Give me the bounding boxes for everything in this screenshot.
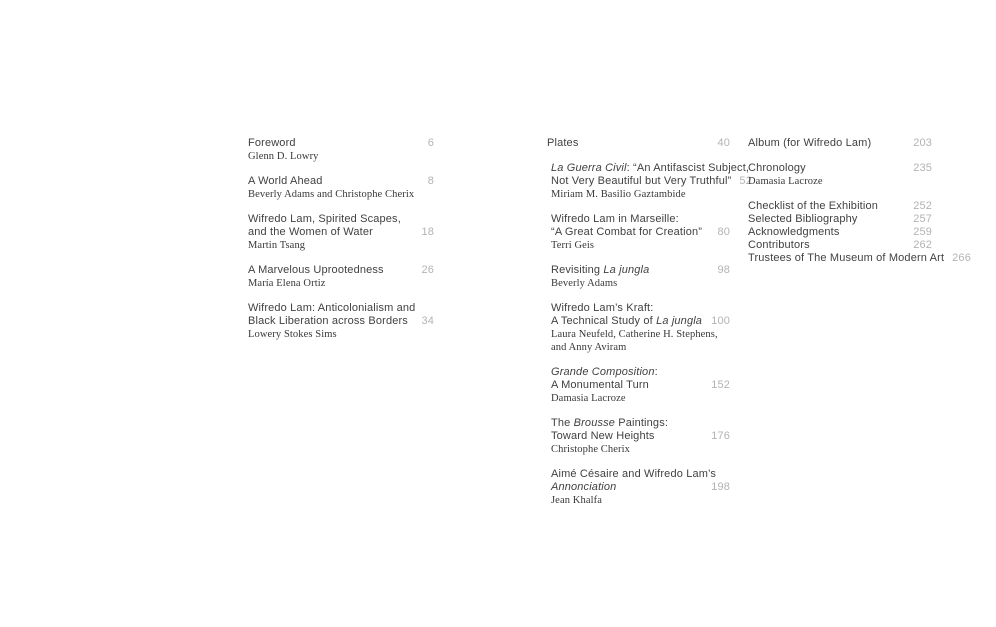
entry-title-line bbox=[248, 264, 434, 277]
entry-title-line bbox=[748, 200, 932, 213]
entry-title-text: Chronology bbox=[748, 162, 806, 174]
toc-column-center bbox=[547, 137, 752, 519]
entry-title-line bbox=[248, 315, 434, 328]
page-number: 252 bbox=[913, 200, 932, 212]
page-number: 235 bbox=[913, 162, 932, 174]
entry-title-line bbox=[551, 315, 730, 328]
entry-title-line bbox=[748, 162, 932, 175]
entry-title-text: Contributors bbox=[748, 239, 810, 251]
toc-column-right bbox=[748, 137, 971, 265]
entry-title-line bbox=[551, 175, 752, 188]
entry-title-line bbox=[547, 137, 730, 150]
entry-title-text: La Guerra Civil: “An Antifascist Subject, bbox=[551, 162, 750, 174]
entry-title-text: Trustees of The Museum of Modern Art bbox=[748, 252, 945, 264]
entry-title-text: A Technical Study of La jungla bbox=[551, 315, 703, 327]
toc-entry bbox=[547, 213, 730, 252]
entry-title-text: “A Great Combat for Creation” bbox=[551, 226, 703, 238]
toc-entry bbox=[547, 366, 730, 405]
toc-entry bbox=[547, 468, 730, 507]
toc-entry bbox=[248, 175, 434, 201]
toc-entry bbox=[748, 252, 971, 265]
entry-title-line bbox=[551, 468, 730, 481]
entry-title-text: Checklist of the Exhibition bbox=[748, 200, 879, 212]
entry-title-line bbox=[551, 302, 730, 315]
entry-title-text: Toward New Heights bbox=[551, 430, 655, 442]
entry-title-text: Selected Bibliography bbox=[748, 213, 858, 225]
entry-title-text: Wifredo Lam’s Kraft: bbox=[551, 302, 654, 314]
entry-title-text: Grande Composition: bbox=[551, 366, 658, 378]
entry-title-line bbox=[551, 430, 730, 443]
page-number: 26 bbox=[421, 264, 434, 276]
toc-entry bbox=[547, 162, 752, 201]
toc-entry bbox=[547, 264, 730, 290]
page-number: 176 bbox=[711, 430, 730, 442]
page-number: 40 bbox=[717, 137, 730, 149]
page-number: 8 bbox=[427, 175, 434, 187]
toc-entry bbox=[748, 200, 932, 213]
entry-author: and Anny Aviram bbox=[551, 342, 627, 353]
entry-title-line bbox=[551, 481, 730, 494]
toc-entry bbox=[748, 162, 932, 188]
entry-title-text: Wifredo Lam in Marseille: bbox=[551, 213, 679, 225]
entry-title-line bbox=[748, 252, 971, 265]
toc-entry bbox=[248, 137, 434, 163]
entry-author: Laura Neufeld, Catherine H. Stephens, bbox=[551, 329, 718, 340]
entry-title-line bbox=[551, 213, 730, 226]
entry-title-line bbox=[551, 379, 730, 392]
toc-entry bbox=[547, 417, 730, 456]
entry-title-text: Annonciation bbox=[551, 481, 617, 493]
entry-title-line bbox=[248, 226, 434, 239]
entry-author: Lowery Stokes Sims bbox=[248, 329, 337, 340]
entry-title-text: Wifredo Lam: Anticolonialism and bbox=[248, 302, 416, 314]
toc-entry bbox=[748, 226, 932, 239]
entry-author: Terri Geis bbox=[551, 240, 595, 251]
entry-title-line bbox=[248, 175, 434, 188]
page-number: 18 bbox=[421, 226, 434, 238]
entry-author: Beverly Adams and Christophe Cherix bbox=[248, 189, 415, 200]
entry-title-text: and the Women of Water bbox=[248, 226, 373, 238]
entry-title-text: Revisiting La jungla bbox=[551, 264, 650, 276]
entry-author: Beverly Adams bbox=[551, 278, 618, 289]
toc-entry bbox=[748, 137, 932, 150]
entry-author: Christophe Cherix bbox=[551, 444, 630, 455]
page-number: 52 bbox=[739, 175, 752, 187]
entry-title-text: A World Ahead bbox=[248, 175, 323, 187]
entry-title-line bbox=[248, 213, 434, 226]
entry-title-text: Not Very Beautiful but Very Truthful” bbox=[551, 175, 732, 187]
page-number: 100 bbox=[711, 315, 730, 327]
page-number: 262 bbox=[913, 239, 932, 251]
entry-title-line bbox=[748, 137, 932, 150]
entry-author: Damasia Lacroze bbox=[551, 393, 626, 404]
toc-entry bbox=[547, 137, 730, 150]
entry-title-line bbox=[248, 137, 434, 150]
toc-entry bbox=[547, 302, 730, 354]
entry-title-text: Foreword bbox=[248, 137, 296, 149]
page-number: 266 bbox=[952, 252, 971, 264]
page-number: 98 bbox=[717, 264, 730, 276]
page-number: 80 bbox=[717, 226, 730, 238]
entry-title-text: Acknowledgments bbox=[748, 226, 840, 238]
entry-author: María Elena Ortiz bbox=[248, 278, 326, 289]
entry-title-text: Album (for Wifredo Lam) bbox=[748, 137, 872, 149]
entry-title-text: The Brousse Paintings: bbox=[551, 417, 669, 429]
page-number: 203 bbox=[913, 137, 932, 149]
toc-entry bbox=[248, 264, 434, 290]
page-number: 259 bbox=[913, 226, 932, 238]
entry-title-text: Wifredo Lam, Spirited Scapes, bbox=[248, 213, 401, 225]
entry-title-text: A Monumental Turn bbox=[551, 379, 649, 391]
entry-title-text: Plates bbox=[547, 137, 579, 149]
page-number: 6 bbox=[427, 137, 434, 149]
entry-title-line bbox=[248, 302, 434, 315]
page-number: 198 bbox=[711, 481, 730, 493]
page-number: 152 bbox=[711, 379, 730, 391]
page-number: 257 bbox=[913, 213, 932, 225]
entry-title-text: Aimé Césaire and Wifredo Lam’s bbox=[551, 468, 717, 480]
entry-title-line bbox=[551, 366, 730, 379]
entry-title-text: A Marvelous Uprootedness bbox=[248, 264, 384, 276]
toc-entry bbox=[248, 213, 434, 252]
entry-title-line bbox=[748, 239, 932, 252]
toc-entry bbox=[748, 239, 932, 252]
entry-author: Miriam M. Basilio Gaztambide bbox=[551, 189, 686, 200]
entry-author: Glenn D. Lowry bbox=[248, 151, 319, 162]
entry-author: Martin Tsang bbox=[248, 240, 306, 251]
entry-title-line bbox=[551, 417, 730, 430]
entry-author: Damasia Lacroze bbox=[748, 176, 823, 187]
entry-author: Jean Khalfa bbox=[551, 495, 602, 506]
entry-title-text: Black Liberation across Borders bbox=[248, 315, 408, 327]
toc-entry bbox=[748, 213, 932, 226]
toc-column-left bbox=[248, 137, 434, 353]
toc-entry bbox=[248, 302, 434, 341]
entry-title-line bbox=[551, 162, 750, 175]
entry-title-line bbox=[748, 213, 932, 226]
entry-title-line bbox=[551, 226, 730, 239]
page-number: 34 bbox=[421, 315, 434, 327]
entry-title-line bbox=[551, 264, 730, 277]
entry-title-line bbox=[748, 226, 932, 239]
